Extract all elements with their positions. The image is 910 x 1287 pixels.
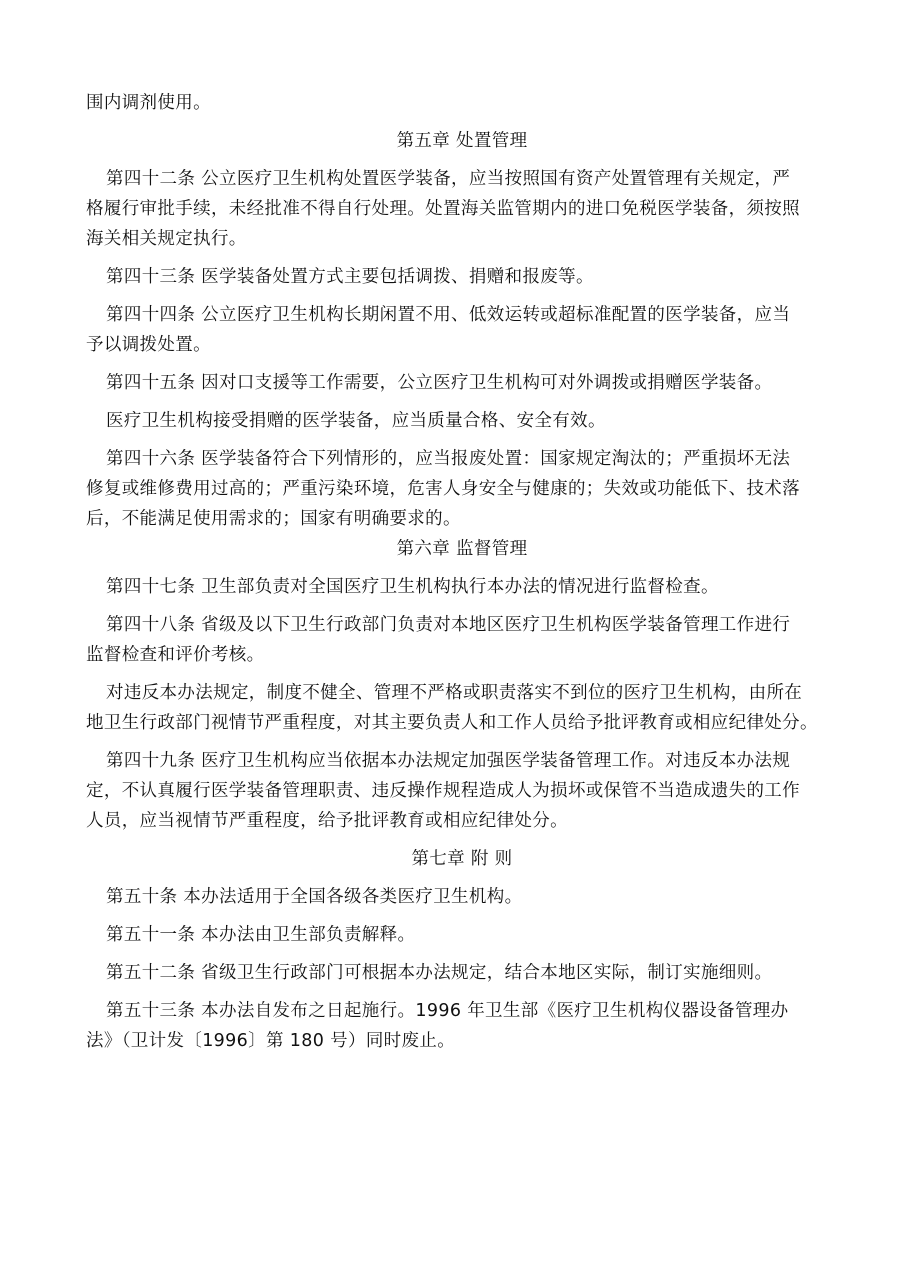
article-47-line: 第四十七条 卫生部负责对全国医疗卫生机构执行本办法的情况进行监督检查。 — [106, 577, 719, 597]
article-48-line: 第四十八条 省级及以下卫生行政部门负责对本地区医疗卫生机构医学装备管理工作进行 — [106, 615, 791, 635]
article-44-line: 第四十四条 公立医疗卫生机构长期闲置不用、低效运转或超标准配置的医学装备，应当 — [106, 305, 791, 325]
article-49-line: 定，不认真履行医学装备管理职责、违反操作规程造成人为损坏或保管不当造成遗失的工作 — [86, 781, 800, 801]
article-42-line: 第四十二条 公立医疗卫生机构处置医学装备，应当按照国有资产处置管理有关规定，严 — [106, 169, 791, 189]
article-53-line: 法》（卫计发〔1996〕第 180 号）同时废止。 — [86, 1031, 456, 1051]
article-46-line: 第四十六条 医学装备符合下列情形的，应当报废处置：国家规定淘汰的；严重损坏无法 — [106, 449, 791, 469]
article-49-line: 人员，应当视情节严重程度，给予批评教育或相应纪律处分。 — [86, 811, 568, 831]
chapter-heading-6: 第六章 监督管理 — [396, 539, 528, 559]
article-46-line: 修复或维修费用过高的；严重污染环境，危害人身安全与健康的；失效或功能低下、技术落 — [86, 479, 800, 499]
chapter-heading-5: 第五章 处置管理 — [396, 131, 528, 151]
article-51-line: 第五十一条 本办法由卫生部负责解释。 — [106, 925, 416, 945]
article-44-line: 予以调拨处置。 — [86, 335, 211, 355]
article-53-line: 第五十三条 本办法自发布之日起施行。1996 年卫生部《医疗卫生机构仪器设备管理办 — [106, 1001, 789, 1021]
article-49-line: 第四十九条 医疗卫生机构应当依据本办法规定加强医学装备管理工作。对违反本办法规 — [106, 751, 791, 771]
article-42-line: 格履行审批手续，未经批准不得自行处理。处置海关监管期内的进口免税医学装备，须按照 — [86, 199, 800, 219]
article-42-line: 海关相关规定执行。 — [86, 229, 247, 249]
article-48-line: 监督检查和评价考核。 — [86, 645, 265, 665]
paragraph-donation-line: 医疗卫生机构接受捐赠的医学装备，应当质量合格、安全有效。 — [106, 411, 606, 431]
article-43-line: 第四十三条 医学装备处置方式主要包括调拨、捐赠和报废等。 — [106, 267, 594, 287]
document-page — [86, 88, 838, 1056]
article-50-line: 第五十条 本办法适用于全国各级各类医疗卫生机构。 — [106, 887, 523, 907]
chapter-heading-7: 第七章 附 则 — [411, 849, 513, 869]
article-52-line: 第五十二条 省级卫生行政部门可根据本办法规定，结合本地区实际，制订实施细则。 — [106, 963, 773, 983]
article-45-line: 第四十五条 因对口支援等工作需要，公立医疗卫生机构可对外调拨或捐赠医学装备。 — [106, 373, 773, 393]
text-line: 围内调剂使用。 — [86, 93, 211, 113]
paragraph-violation-line: 对违反本办法规定，制度不健全、管理不严格或职责落实不到位的医疗卫生机构，由所在 — [106, 683, 803, 703]
paragraph-violation-line: 地卫生行政部门视情节严重程度，对其主要负责人和工作人员给予批评教育或相应纪律处分。 — [86, 713, 818, 733]
article-46-line: 后，不能满足使用需求的；国家有明确要求的。 — [86, 509, 461, 529]
